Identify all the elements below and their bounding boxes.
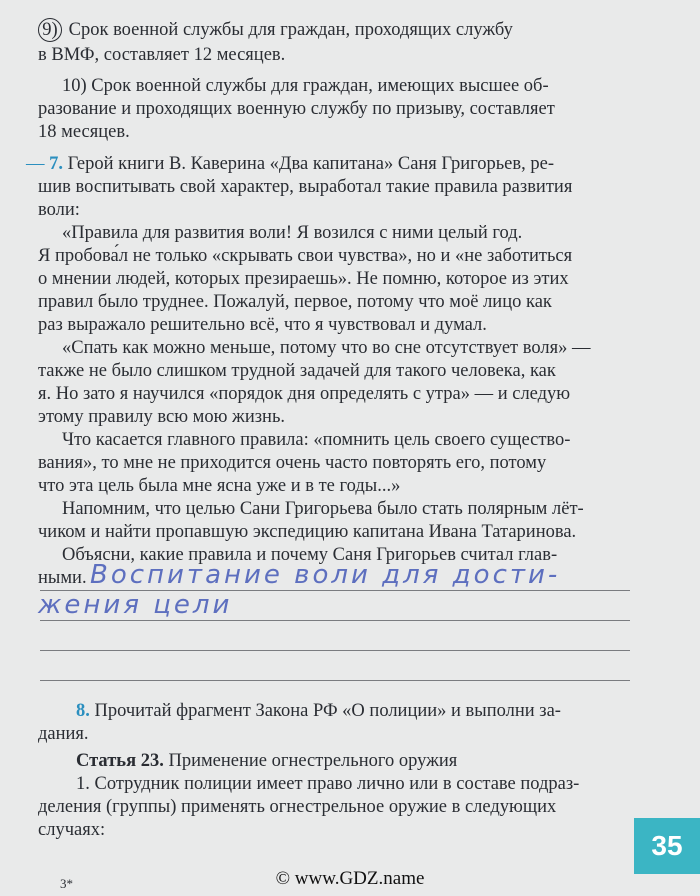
quote-line: этому правилу всю мою жизнь. bbox=[38, 407, 286, 427]
task-8-text-2: дания. bbox=[38, 724, 89, 744]
quote-line: я. Но зато я научился «порядок дня определять с утра» — и следую bbox=[38, 384, 571, 404]
task-8-text: Прочитай фрагмент Закона РФ «О полиции» и выполни за- bbox=[89, 701, 561, 721]
quote-line: «Правила для развития воли! Я возился с ними целый год. bbox=[62, 223, 523, 243]
handwritten-answer: жения цели bbox=[38, 590, 233, 620]
task-7-remark: чиком и найти пропавшую экспедицию капитана Ивана Татаринова. bbox=[38, 522, 577, 542]
quote-line: правил было труднее. Пожалуй, первое, потому что моё лицо как bbox=[38, 292, 552, 312]
item-10-line1: 10) Срок военной службы для граждан, имеющих высшее об- bbox=[62, 76, 549, 96]
item-9 bbox=[38, 18, 678, 42]
task-7-intro: Герой книги В. Каверина «Два капитана» Саня Григорьев, ре- bbox=[63, 154, 554, 174]
article-paragraph: случаях: bbox=[38, 820, 106, 840]
article-heading bbox=[76, 750, 700, 773]
task-7-intro-3: воли: bbox=[38, 200, 80, 220]
task-8-heading bbox=[76, 700, 700, 723]
task-8-number: 8. bbox=[76, 701, 90, 721]
quote-line: что эта цель была мне ясна уже и в те годы...» bbox=[38, 476, 401, 496]
article-paragraph: 1. Сотрудник полиции имеет право лично или в составе подраз- bbox=[76, 774, 580, 794]
task-7-intro-2: шив воспитывать свой характер, выработал такие правила развития bbox=[38, 177, 573, 197]
quote-line: также не было слишком трудной задачей для такого человека, как bbox=[38, 361, 556, 381]
task-7-dash: — bbox=[26, 154, 45, 174]
article-name: Применение огнестрельного оружия bbox=[163, 751, 458, 771]
item-9-line2: в ВМФ, составляет 12 месяцев. bbox=[38, 45, 286, 65]
article-paragraph: деления (группы) применять огнестрельное оружие в следующих bbox=[38, 797, 557, 817]
task-7-number: 7. bbox=[49, 154, 63, 174]
task-7-question: ными. bbox=[38, 568, 87, 588]
handwritten-answer: Воспитание воли для дости- bbox=[90, 560, 561, 590]
sheet-mark: 3* bbox=[60, 876, 73, 891]
article-title: Статья 23. bbox=[76, 751, 164, 771]
item-10-line3: 18 месяцев. bbox=[38, 122, 130, 142]
page-number: 35 bbox=[634, 818, 700, 874]
footer-watermark: © www.GDZ.name bbox=[275, 868, 425, 889]
item-10-line2: разование и проходящих военную службу по призыву, составляет bbox=[38, 99, 555, 119]
quote-line: вания», то мне не приходится очень часто повторять его, потому bbox=[38, 453, 547, 473]
task-7-remark: Напомним, что целью Сани Григорьева было стать полярным лёт- bbox=[62, 499, 584, 519]
answer-line[interactable] bbox=[40, 620, 630, 621]
quote-line: раз выражало решительно всё, что я чувствовал и думал. bbox=[38, 315, 487, 335]
quote-line: о мнении людей, которых презираешь». Не помню, которое из этих bbox=[38, 269, 569, 289]
quote-line: Я пробова́л не только «скрывать свои чувства», но и «не заботиться bbox=[38, 246, 573, 266]
quote-line: «Спать как можно меньше, потому что во сне отсутствует воля» — bbox=[62, 338, 591, 358]
item-9-text: Срок военной службы для граждан, проходящих службу bbox=[64, 20, 513, 40]
quote-line: Что касается главного правила: «помнить цель своего существо- bbox=[62, 430, 571, 450]
answer-line[interactable] bbox=[40, 650, 630, 651]
task-7-question: Объясни, какие правила и почему Саня Григорьев считал глав- bbox=[62, 545, 558, 565]
answer-line[interactable] bbox=[40, 680, 630, 681]
task-7-heading bbox=[26, 153, 666, 176]
item-9-number: 9) bbox=[38, 18, 62, 42]
